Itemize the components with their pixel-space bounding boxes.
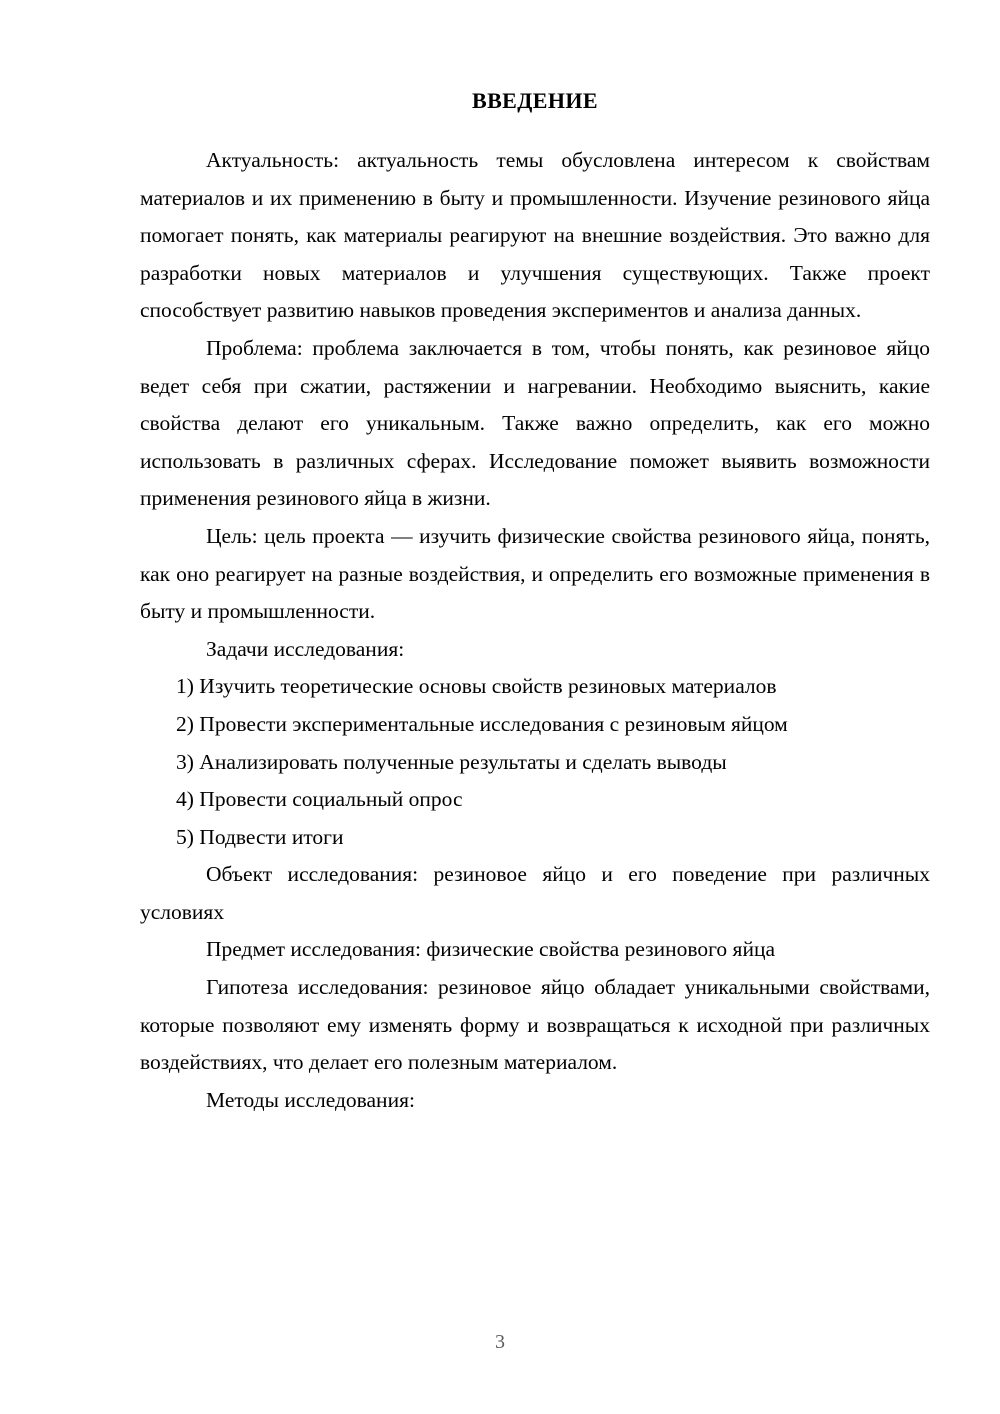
list-item: [140, 706, 930, 744]
list-item: [140, 819, 930, 857]
list-item-label: Анализировать полученные результаты и сделать выводы: [199, 749, 727, 774]
list-item: [140, 781, 930, 819]
list-item-label: Провести экспериментальные исследования с резиновым яйцом: [199, 711, 788, 736]
page-title: ВВЕДЕНИЕ: [472, 88, 598, 113]
list-item-marker: 1): [176, 674, 194, 699]
list-item-label: Изучить теоретические основы свойств резиновых материалов: [199, 674, 777, 699]
list-item: [140, 668, 930, 706]
paragraph-object: Объект исследования: резиновое яйцо и его поведение при различных условиях: [140, 862, 930, 924]
page-number: 3: [495, 1331, 505, 1353]
paragraph-goal: Цель: цель проекта — изучить физические свойства резинового яйца, понять, как оно реагирует на разные воздействия, и определить его возможные применения в быту и промышленности.: [140, 523, 930, 624]
paragraph-subject: Предмет исследования: физические свойства резинового яйца: [206, 937, 776, 962]
list-item: [140, 744, 930, 782]
list-item-label: Подвести итоги: [199, 824, 344, 849]
list-item-marker: 4): [176, 787, 194, 812]
list-item-marker: 2): [176, 711, 194, 736]
methods-heading: Методы исследования:: [206, 1087, 415, 1112]
list-item-marker: 3): [176, 749, 194, 774]
list-item-marker: 5): [176, 824, 194, 849]
paragraph-hypothesis: Гипотеза исследования: резиновое яйцо обладает уникальными свойствами, которые позволяют ему изменять форму и возвращаться к исходной при различных воздействиях, что делает его полезным материалом.: [140, 975, 930, 1075]
tasks-heading: Задачи исследования:: [206, 636, 405, 661]
document-body: [140, 88, 930, 1119]
paragraph-relevance: Актуальность: актуальность темы обусловлена интересом к свойствам материалов и их применению в быту и промышленности. Изучение резинового яйца помогает понять, как материалы реагируют на внешние воздействия. Это важно для разработки новых материалов и улучшения существующих. Также проект способствует развитию навыков проведения экспериментов и анализа данных.: [140, 148, 930, 323]
paragraph-problem: Проблема: проблема заключается в том, чтобы понять, как резиновое яйцо ведет себя при сжатии, растяжении и нагревании. Необходимо выяснить, какие свойства делают его уникальным. Также важно определить, как его можно использовать в различных сферах. Исследование поможет выявить возможности применения резинового яйца в жизни.: [140, 335, 930, 511]
tasks-list: [140, 668, 930, 856]
list-item-label: Провести социальный опрос: [199, 787, 463, 812]
